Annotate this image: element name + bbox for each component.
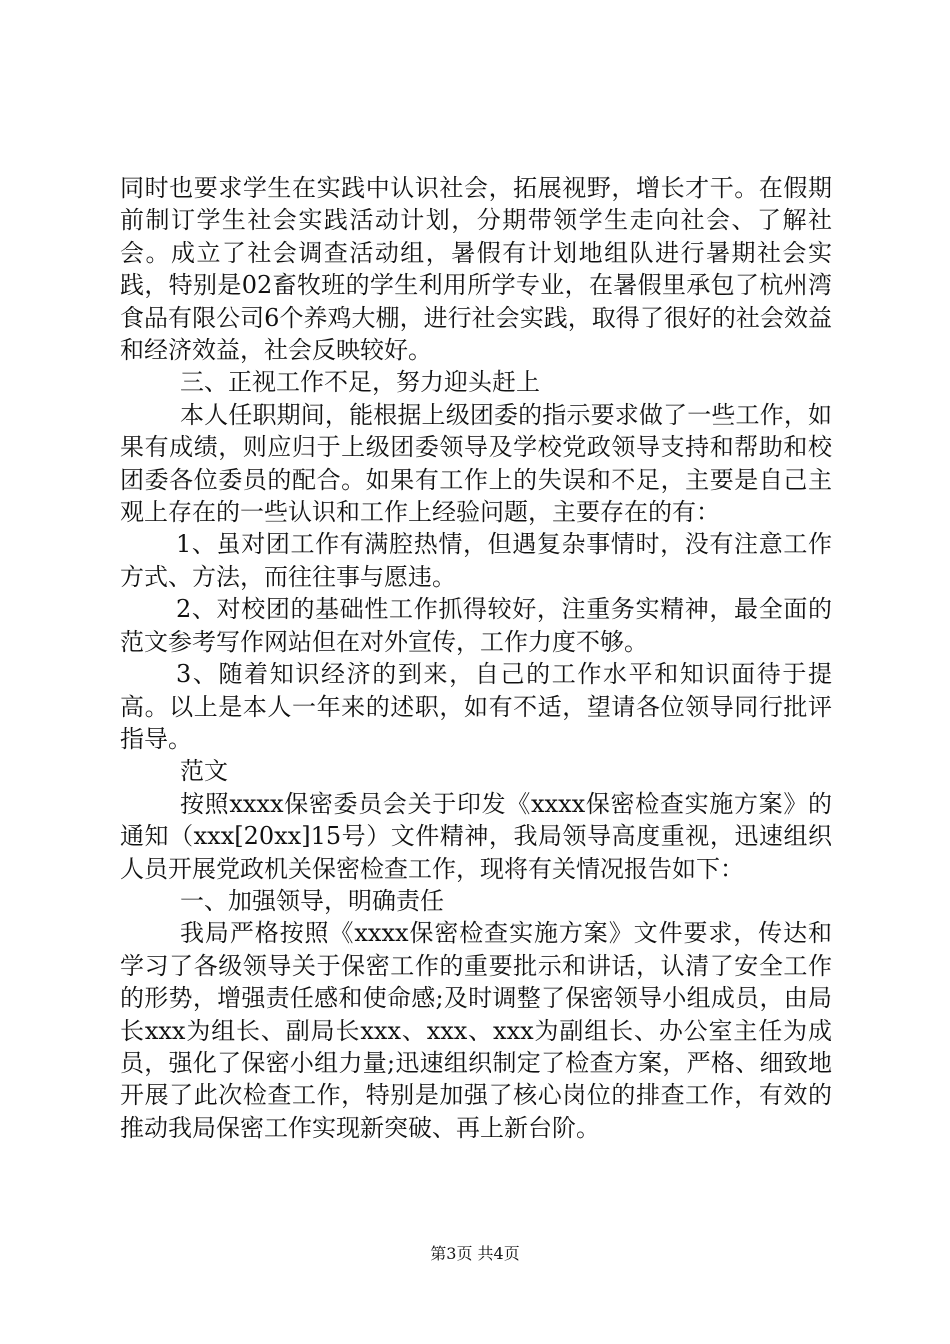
list-item-point-2: 2、对校团的基础性工作抓得较好，注重务实精神，最全面的范文参考写作网站但在对外宣传，工作力度不够。	[120, 595, 832, 656]
paragraph-secrecy-notice: 按照xxxx保密委员会关于印发《xxxx保密检查实施方案》的通知（xxx[20xx]15号）文件精神，我局领导高度重视，迅速组织人员开展党政机关保密检查工作，现将有关情况报告如下：	[120, 789, 832, 883]
section-heading-leadership: 一、加强领导，明确责任	[180, 886, 444, 915]
section-label-sample: 范文	[180, 757, 228, 786]
list-item-point-1: 1、虽对团工作有满腔热情，但遇复杂事情时，没有注意工作方式、方法，而往往事与愿违。	[120, 530, 832, 591]
paragraph-tenure-review: 本人任职期间，能根据上级团委的指示要求做了一些工作，如果有成绩，则应归于上级团委领导及学校党政领导支持和帮助和校团委各位委员的配合。如果有工作上的失误和不足，主要是自己主观上存在的一些认识和工作上经验问题，主要存在的有：	[120, 400, 832, 527]
paragraph-social-practice: 同时也要求学生在实践中认识社会，拓展视野，增长才干。在假期前制订学生社会实践活动计划，分期带领学生走向社会、了解社会。成立了社会调查活动组，暑假有计划地组队进行暑期社会实践，特别是02畜牧班的学生利用所学专业，在暑假里承包了杭州湾食品有限公司6个养鸡大棚，进行社会实践，取得了很好的社会效益和经济效益，社会反映较好。	[120, 174, 832, 365]
paragraph-secrecy-implementation: 我局严格按照《xxxx保密检查实施方案》文件要求，传达和学习了各级领导关于保密工作的重要批示和讲话，认清了安全工作的形势，增强责任感和使命感;及时调整了保密领导小组成员，由局长xxx为组长、副局长xxx、xxx、xxx为副组长、办公室主任为成员，强化了保密小组力量;迅速组织制定了检查方案，严格、细致地开展了此次检查工作，特别是加强了核心岗位的排查工作，有效的推动我局保密工作实现新突破、再上新台阶。	[120, 919, 832, 1142]
document-body	[120, 172, 832, 1144]
list-item-point-3: 3、随着知识经济的到来，自己的工作水平和知识面待于提高。以上是本人一年来的述职，如有不适，望请各位领导同行批评指导。	[120, 660, 832, 753]
page-number-footer: 第3页 共4页	[430, 1244, 520, 1263]
section-heading-shortcomings: 三、正视工作不足，努力迎头赶上	[180, 368, 540, 397]
